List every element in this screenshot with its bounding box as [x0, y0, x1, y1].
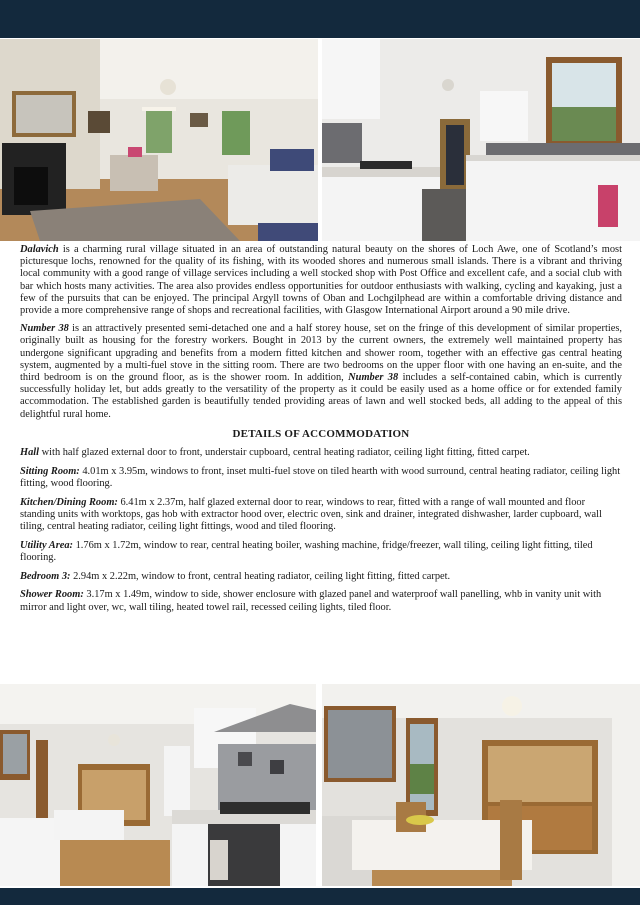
room-details: 1.76m x 1.72m, window to rear, central heating boiler, washing machine, fridge/freezer, wall tiling, ceiling light fitting, tiled flooring. — [20, 539, 593, 563]
room-details: 4.01m x 3.95m, windows to front, inset multi-fuel stove on tiled hearth with wood surround, central heating radiator, ceiling light fitting, wood flooring. — [20, 465, 621, 489]
intro-text: is a charming rural village situated in an area of outstanding natural beauty on the shores of Loch Awe, one of Scotland’s most picturesque lochs, renowned for the quality of its fishing, with its wooded shores and numerous small islands. There is a vibrant and thriving local community with a good range of village services including a well stocked shop with Post Office and excellent cafe, and a social club with bar which hosts many activities. The area also provides endless opportunities for outdoor enthusiasts with walking, cycling and kayaking, just a few of the pursuits that can be enjoyed. The principal Argyll towns of Oban and Lochgilphead are within a comfortable driving distance and provide a more comprehensive range of shops and recreational facilities, with Glasgow International Airport around a 90 mile drive. — [20, 244, 622, 317]
intro-paragraph — [20, 244, 622, 317]
footer-band — [0, 888, 640, 905]
room-details: 2.94m x 2.22m, window to front, central heating radiator, ceiling light fitting, fitted carpet. — [70, 570, 451, 582]
room-details: 3.17m x 1.49m, window to side, shower enclosure with glazed panel and waterproof wall panelling, whb in vanity unit with mirror and light over, wc, wall tiling, heated towel rail, recessed ceiling lights, tiled floor. — [20, 589, 602, 613]
room-name: Utility Area: — [20, 539, 74, 551]
kitchen-photo — [322, 39, 640, 241]
property-text-b: includes a self-contained cabin, which is currently successfully holiday let, but adds greatly to the versatility of the property as it could be easily used as a home office or for extended family accommodation. The established garden is beautifully tended providing areas of lawn and well stocked beds, all adding to the appeal of this delightful rural home. — [20, 372, 623, 420]
place-name: Dalavich — [20, 244, 59, 255]
room-kitchen-dining — [20, 497, 622, 534]
room-name: Sitting Room: — [20, 465, 80, 477]
header-band — [0, 0, 640, 38]
room-name: Bedroom 3: — [20, 570, 71, 582]
room-shower — [20, 589, 622, 613]
property-name-2: Number 38 — [348, 372, 399, 384]
room-name: Shower Room: — [20, 589, 84, 601]
dining-area-photo — [322, 684, 640, 886]
room-bedroom-3 — [20, 571, 622, 583]
room-name: Hall — [20, 447, 40, 459]
room-name: Kitchen/Dining Room: — [20, 496, 118, 508]
room-utility — [20, 540, 622, 564]
kitchen-dining-photo — [0, 684, 316, 886]
property-text-a: is an attractively presented semi-detached one and a half storey house, set on the fringe of this development of similar properties, originally built as housing for the forestry workers. Bought in 2013 by the current owners, the extremely well maintained property has undergone significant upgrading and benefits from a modern fitted kitchen and shower room, together with an effective gas central heating system, augmented by a multi-fuel stove in the sitting room. There are two bedrooms on the upper floor with one having an en-suite, and the third bedroom is on the ground floor, as is the shower room. In addition, — [20, 323, 622, 384]
room-hall — [20, 447, 622, 459]
room-details: 6.41m x 2.37m, half glazed external door to rear, windows to rear, fitted with a range of wall mounted and floor standing units with worktops, gas hob with extractor hood over, electric oven, sink and drainer, integrated dishwasher, larder cupboard, wall tiling, central heating radiator, ceiling light fittings, wood and tiled flooring. — [20, 496, 602, 533]
sitting-room-photo — [0, 39, 318, 241]
property-paragraph — [20, 323, 622, 421]
property-name: Number 38 — [20, 323, 69, 335]
description-text — [20, 244, 622, 620]
details-heading: DETAILS OF ACCOMMODATION — [232, 427, 410, 440]
room-sitting — [20, 466, 622, 490]
room-details: with half glazed external door to front, understair cupboard, central heating radiator, ceiling light fitting, fitted carpet. — [39, 447, 530, 459]
